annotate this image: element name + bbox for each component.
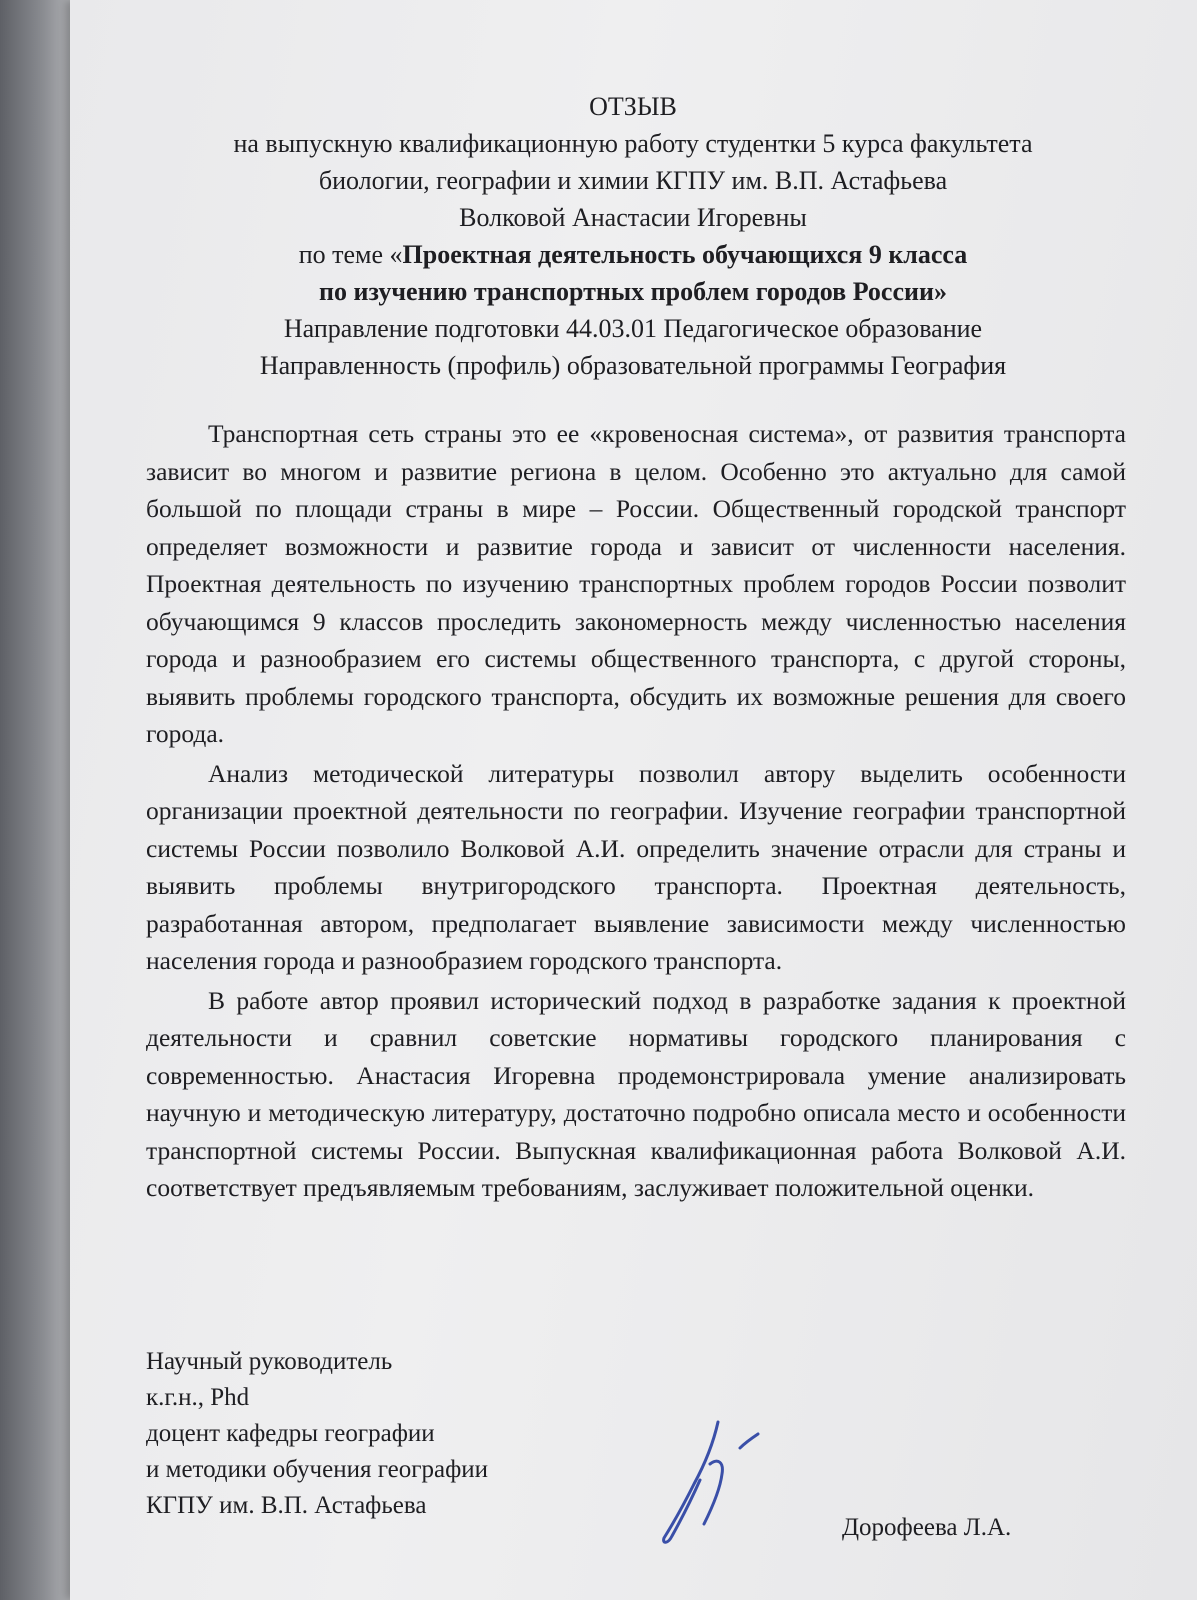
header-line-2: биологии, географии и химии КГПУ им. В.П. Астафьева [318, 166, 948, 195]
training-direction: Направление подготовки 44.03.01 Педагогическое образование [283, 314, 983, 343]
header-line-1: на выпускную квалификационную работу студентки 5 курса факультета [233, 129, 1033, 158]
handwritten-signature [660, 1418, 770, 1548]
topic-prefix: по теме « [298, 240, 403, 269]
supervisor-name: Дорофеева Л.А. [842, 1514, 1012, 1541]
topic-line-1 [70, 236, 1196, 273]
supervisor-block [146, 1344, 488, 1524]
supervisor-institution: КГПУ им. В.П. Астафьева [146, 1492, 427, 1519]
document-title: ОТЗЫВ [589, 92, 677, 121]
program-profile: Направленность (профиль) образовательной программы География [259, 351, 1007, 380]
supervisor-position-2: и методики обучения географии [146, 1456, 489, 1483]
document-binding [0, 0, 78, 1600]
paragraph-1: Транспортная сеть страны это ее «кровеносная система», от развития транспорта зависит во многом и развитие региона в целом. Особенно это актуально для самой большой по площади страны в мире – России. Общественный городской транспорт определяет возможности и развитие города и зависит от численности населения. Проектная деятельность по изучению транспортных проблем городов России позволит обучающимся 9 классов проследить закономерность между численностью населения города и разнообразием его системы общественного транспорта, с другой стороны, выявить проблемы городского транспорта, обсудить их возможные решения для своего города. [146, 419, 1126, 748]
supervisor-position-1: доцент кафедры географии [146, 1420, 435, 1447]
topic-line-2 [70, 273, 1196, 310]
document-header [70, 88, 1196, 384]
supervisor-role: Научный руководитель [146, 1348, 393, 1375]
supervisor-degree: к.г.н., Phd [146, 1384, 250, 1411]
review-body [146, 415, 1126, 1209]
paragraph-3: В работе автор проявил исторический подход в разработке задания к проектной деятельности и сравнил советские нормативы городского планирования с современностью. Анастасия Игоревна продемонстрировала умение анализировать научную и методическую литературу, достаточно подробно описала место и особенности транспортной системы России. Выпускная квалификационная работа Волковой А.И. соответствует предъявляемым требованиям, заслуживает положительной оценки. [146, 985, 1126, 1202]
topic-title-part-2: по изучению транспортных проблем городов России» [319, 277, 947, 306]
paragraph-2: Анализ методической литературы позволил автору выделить особенности организации проектной деятельности по географии. Изучение географии транспортной системы России позволило Волковой А.И. определить значение отрасли для страны и выявить проблемы внутригородского транспорта. Проектная деятельность, разработанная автором, предполагает выявление зависимости между численностью населения города и разнообразием городского транспорта. [146, 758, 1126, 975]
signature-stroke [704, 1461, 722, 1524]
signature-stroke [664, 1422, 718, 1542]
topic-title-part-1: Проектная деятельность обучающихся 9 класса [402, 240, 968, 269]
signature-stroke [740, 1434, 758, 1448]
student-name: Волковой Анастасии Игоревны [459, 203, 807, 232]
